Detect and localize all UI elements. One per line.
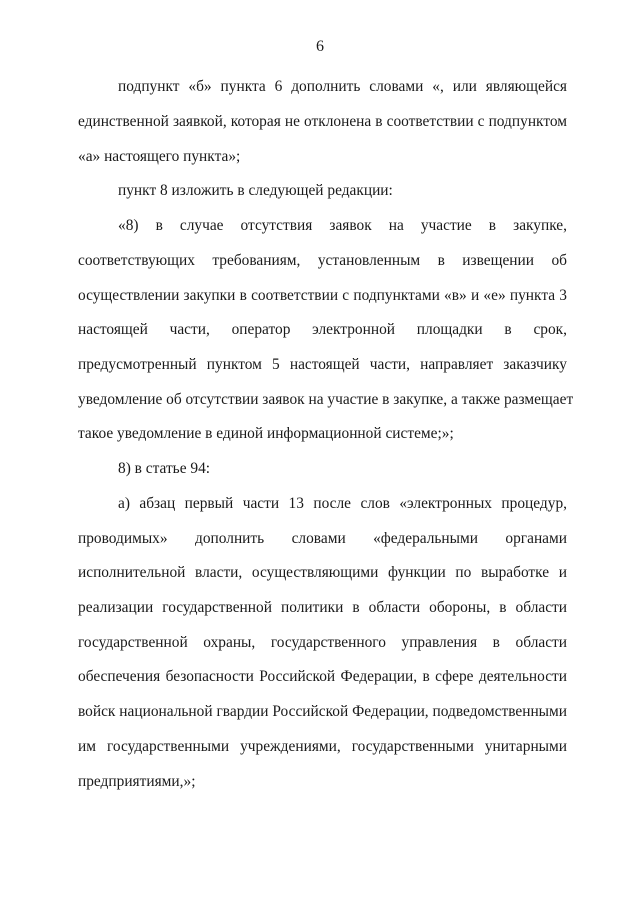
text-line: войск национальной гвардии Российской Федерации, подведомственными (78, 703, 567, 720)
text-line: единственной заявкой, которая не отклонена в соответствии с подпунктом (78, 113, 567, 130)
text-line: предусмотренный пунктом 5 настоящей части, направляет заказчику (78, 356, 567, 373)
text-line: соответствующих требованиям, установленным в извещении об (78, 252, 567, 269)
text-line: пункт 8 изложить в следующей редакции: (118, 182, 393, 199)
text-line: исполнительной власти, осуществляющими функции по выработке и (78, 564, 567, 581)
text-line: им государственными учреждениями, государственными унитарными (78, 738, 567, 755)
text-line: обеспечения безопасности Российской Федерации, в сфере деятельности (78, 668, 567, 685)
text-line: государственной охраны, государственного управления в области (78, 634, 567, 651)
text-line: уведомление об отсутствии заявок на участие в закупке, а также размещает (78, 391, 574, 408)
text-line: подпункт «б» пункта 6 дополнить словами «, или являющейся (118, 78, 567, 95)
text-line: 8) в статье 94: (118, 460, 211, 477)
text-line: такое уведомление в единой информационной системе;»; (78, 425, 454, 442)
page-number: 6 (316, 38, 324, 55)
text-line: настоящей части, оператор электронной площадки в срок, (78, 321, 567, 338)
text-line: предприятиями,»; (78, 773, 196, 790)
text-line: реализации государственной политики в области обороны, в области (78, 599, 567, 616)
text-line: осуществлении закупки в соответствии с подпунктами «в» и «е» пункта 3 (78, 287, 567, 304)
text-line: «а» настоящего пункта»; (78, 148, 241, 165)
text-line: а) абзац первый части 13 после слов «электронных процедур, (118, 495, 567, 512)
text-line: проводимых» дополнить словами «федеральными органами (78, 530, 567, 547)
text-line: «8) в случае отсутствия заявок на участие в закупке, (118, 217, 567, 234)
